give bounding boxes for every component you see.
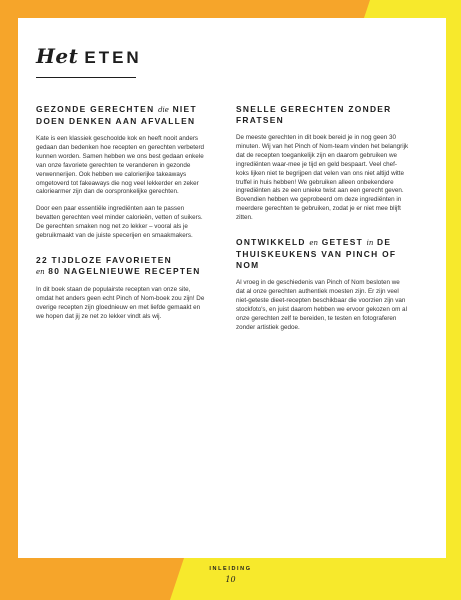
paragraph: In dit boek staan de populairste recepten van onze site, omdat het anders geen echt Pinch of Nom-boek zou zijn! De overige recepten zijn gloednieuw en met liefde gemaakt en we hopen dat jij ze net zo lekker vindt als wij.: [36, 285, 205, 320]
heading-text: 22 TIJDLOZE FAVORIETEN: [36, 254, 172, 265]
heading-connector: en: [36, 267, 45, 276]
title-script: Het: [36, 44, 79, 68]
heading-text: DE THUISKEUKENS VAN PINCH OF NOM: [236, 237, 397, 271]
title-caps: ETEN: [84, 48, 142, 67]
footer-section-label: INLEIDING: [209, 566, 252, 572]
heading-tijdloze-favorieten: [36, 255, 209, 278]
heading-connector: in: [366, 239, 374, 248]
page-title: [36, 44, 142, 68]
paragraph: Door een paar essentiële ingrediënten aan te passen bevatten gerechten veel minder calorieën, vetten of suikers. De gerechten smaken nog net zo lekker – vooral als je gebruikmaakt van de juiste specerijen en smaakmakers.: [36, 205, 203, 240]
heading-text: GEZONDE GERECHTEN: [36, 104, 155, 114]
heading-gezonde-gerechten: [36, 104, 209, 127]
paragraph: De meeste gerechten in dit boek bereid je in nog geen 30 minuten. Wij van het Pinch of Nom-team vinden het belangrijk dat de recepten toegankelijk zijn en daarom gebruiken we ingrediënten waar-mee je tijd en geld bespaart. Veel chef-koks lijken niet te begrijpen dat velen van ons niet altijd witte truffel in huis hebben! We gebruiken alleen onbekendere ingrediënten als ze een unieke twist aan een gerecht geven. Bovendien hebben we geprobeerd om deze ingrediënten in meerdere gerechten te gebruiken, zodat je er niet mee blijft zitten.: [236, 134, 409, 222]
left-column: [36, 104, 209, 330]
page-number: 10: [225, 575, 236, 584]
heading-text: NIET DOEN DENKEN AAN AFVALLEN: [36, 104, 197, 126]
heading-text: GETEST: [321, 237, 364, 248]
heading-connector: en: [309, 239, 319, 248]
heading-ontwikkeld-getest: [236, 237, 409, 271]
heading-connector: die: [158, 106, 169, 114]
paragraph: Al vroeg in de geschiedenis van Pinch of Nom besloten we dat al onze gerechten authentiek moesten zijn. Er zijn veel niet-geteste dieet-recepten beschikbaar die voorzien zijn van stockfoto's, en juist daarom hebben we ervoor gekozen om al onze gerechten zelf te bereiden, te testen en fotograferen zonder artistiek gedoe.: [236, 279, 407, 331]
heading-snelle-gerechten: SNELLE GERECHTEN ZONDER FRATSEN: [236, 104, 392, 125]
title-underline: [36, 77, 136, 78]
heading-text: ONTWIKKELD: [236, 237, 306, 248]
paragraph: Kate is een klassiek geschoolde kok en heeft nooit anders gedaan dan bedenken hoe recepten en gerechten verbeterd kunnen worden. Samen hebben we ons best gedaan enkele van onze favoriete gerechten te veranderen in gezonde verwennerijen. Ook hebben we calorierijke takeaways omgetoverd tot fakeaways die nog veel lekkerder en zeker caloriearmer zijn dan de oorspronkelijke gerechten.: [36, 135, 205, 196]
heading-text: 80 NAGELNIEUWE RECEPTEN: [48, 265, 201, 276]
right-column: [236, 104, 409, 341]
